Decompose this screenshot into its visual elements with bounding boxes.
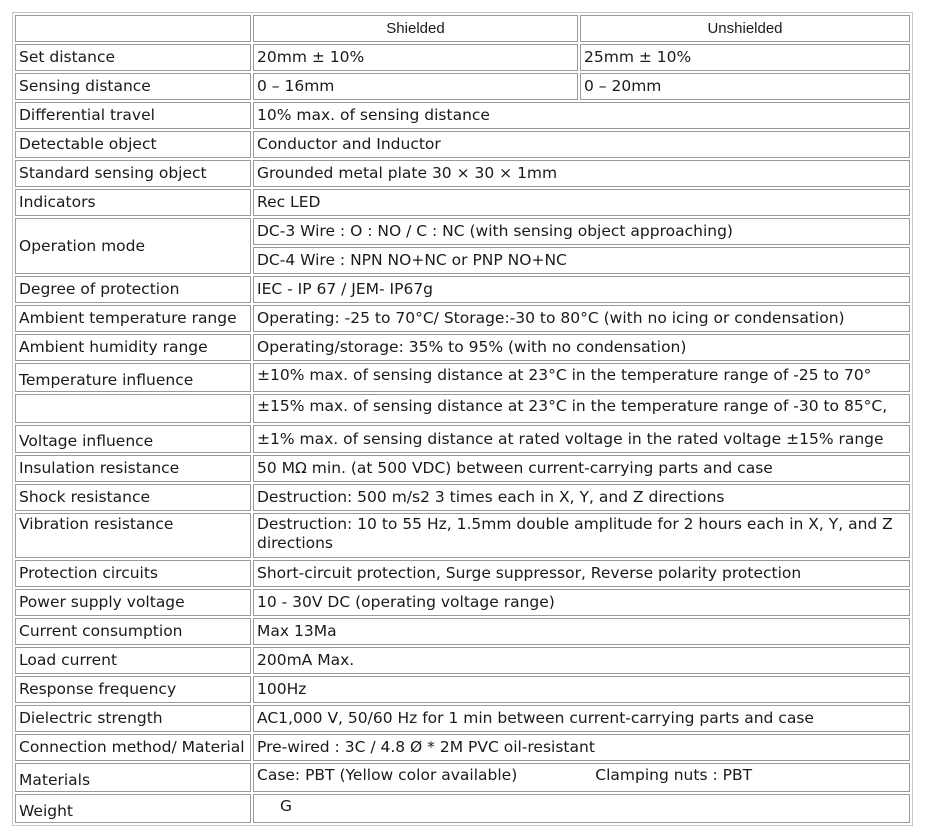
materials-nuts: Clamping nuts : PBT bbox=[595, 766, 753, 784]
row-label: Ambient temperature range bbox=[15, 305, 251, 332]
row-value: Max 13Ma bbox=[253, 618, 910, 645]
row-label: Degree of protection bbox=[15, 276, 251, 303]
row-value: Short-circuit protection, Surge suppressor, Reverse polarity protection bbox=[253, 560, 910, 587]
row-label: Shock resistance bbox=[15, 484, 251, 511]
row-value-unshielded: 25mm ± 10% bbox=[580, 44, 910, 71]
table-row bbox=[15, 305, 910, 332]
row-label: Load current bbox=[15, 647, 251, 674]
row-label: Detectable object bbox=[15, 131, 251, 158]
table-row bbox=[15, 131, 910, 158]
row-value: 100Hz bbox=[253, 676, 910, 703]
row-label: Protection circuits bbox=[15, 560, 251, 587]
specification-table bbox=[12, 12, 913, 826]
row-value: Rec LED bbox=[253, 189, 910, 216]
row-value: Destruction: 10 to 55 Hz, 1.5mm double amplitude for 2 hours each in X, Y, and Z directions bbox=[253, 513, 910, 558]
row-label: Weight bbox=[15, 794, 251, 823]
header-blank-cell bbox=[15, 15, 251, 42]
row-value: DC-4 Wire : NPN NO+NC or PNP NO+NC bbox=[253, 247, 910, 274]
row-value: Conductor and Inductor bbox=[253, 131, 910, 158]
row-value: 10% max. of sensing distance bbox=[253, 102, 910, 129]
table-row bbox=[15, 160, 910, 187]
table-row bbox=[15, 589, 910, 616]
row-label: Vibration resistance bbox=[15, 513, 251, 558]
table-row bbox=[15, 363, 910, 392]
row-label: Indicators bbox=[15, 189, 251, 216]
row-value: AC1,000 V, 50/60 Hz for 1 min between current-carrying parts and case bbox=[253, 705, 910, 732]
table-row bbox=[15, 794, 910, 823]
table-row bbox=[15, 763, 910, 792]
row-label: Response frequency bbox=[15, 676, 251, 703]
row-value: 10 - 30V DC (operating voltage range) bbox=[253, 589, 910, 616]
row-value: Destruction: 500 m/s2 3 times each in X, Y, and Z directions bbox=[253, 484, 910, 511]
row-value: 50 MΩ min. (at 500 VDC) between current-carrying parts and case bbox=[253, 455, 910, 482]
row-value: IEC - IP 67 / JEM- IP67g bbox=[253, 276, 910, 303]
row-value: Grounded metal plate 30 × 30 × 1mm bbox=[253, 160, 910, 187]
table-row bbox=[15, 676, 910, 703]
row-label: Set distance bbox=[15, 44, 251, 71]
row-label: Standard sensing object bbox=[15, 160, 251, 187]
table-row bbox=[15, 618, 910, 645]
row-label: Ambient humidity range bbox=[15, 334, 251, 361]
row-value: ±1% max. of sensing distance at rated voltage in the rated voltage ±15% range bbox=[253, 425, 910, 453]
row-label: Connection method/ Material bbox=[15, 734, 251, 761]
row-label: Operation mode bbox=[15, 218, 251, 274]
table-row bbox=[15, 394, 910, 423]
table-row bbox=[15, 484, 910, 511]
row-value: Operating: -25 to 70°C/ Storage:-30 to 80°C (with no icing or condensation) bbox=[253, 305, 910, 332]
row-value: ±15% max. of sensing distance at 23°C in the temperature range of -30 to 85°C, bbox=[253, 394, 910, 423]
row-value-unshielded: 0 – 20mm bbox=[580, 73, 910, 100]
row-value bbox=[253, 763, 910, 792]
table-row bbox=[15, 647, 910, 674]
table-row bbox=[15, 189, 910, 216]
table-row bbox=[15, 513, 910, 558]
row-label: Voltage influence bbox=[15, 425, 251, 453]
table-row bbox=[15, 560, 910, 587]
row-label: Temperature influence bbox=[15, 363, 251, 392]
row-label: Materials bbox=[15, 763, 251, 792]
row-value-shielded: 0 – 16mm bbox=[253, 73, 578, 100]
table-row bbox=[15, 102, 910, 129]
row-value: Operating/storage: 35% to 95% (with no condensation) bbox=[253, 334, 910, 361]
row-label: Sensing distance bbox=[15, 73, 251, 100]
weight-value: G bbox=[280, 797, 293, 815]
row-label: Insulation resistance bbox=[15, 455, 251, 482]
row-value bbox=[253, 794, 910, 823]
row-value: DC-3 Wire : O : NO / C : NC (with sensing object approaching) bbox=[253, 218, 910, 245]
row-label: Current consumption bbox=[15, 618, 251, 645]
table-row bbox=[15, 334, 910, 361]
row-value: 200mA Max. bbox=[253, 647, 910, 674]
row-value-shielded: 20mm ± 10% bbox=[253, 44, 578, 71]
table-row bbox=[15, 73, 910, 100]
row-label: Differential travel bbox=[15, 102, 251, 129]
table-row bbox=[15, 276, 910, 303]
table-row bbox=[15, 705, 910, 732]
table-row bbox=[15, 44, 910, 71]
table-header-row bbox=[15, 15, 910, 42]
row-label-empty bbox=[15, 394, 251, 423]
table-row bbox=[15, 455, 910, 482]
row-value: ±10% max. of sensing distance at 23°C in the temperature range of -25 to 70° bbox=[253, 363, 910, 392]
row-label: Dielectric strength bbox=[15, 705, 251, 732]
table-row bbox=[15, 425, 910, 453]
row-label: Power supply voltage bbox=[15, 589, 251, 616]
row-value: Pre-wired : 3C / 4.8 Ø * 2M PVC oil-resistant bbox=[253, 734, 910, 761]
header-shielded: Shielded bbox=[253, 15, 578, 42]
materials-case: Case: PBT (Yellow color available) bbox=[257, 766, 518, 784]
header-unshielded: Unshielded bbox=[580, 15, 910, 42]
table-row bbox=[15, 218, 910, 245]
table-row bbox=[15, 734, 910, 761]
